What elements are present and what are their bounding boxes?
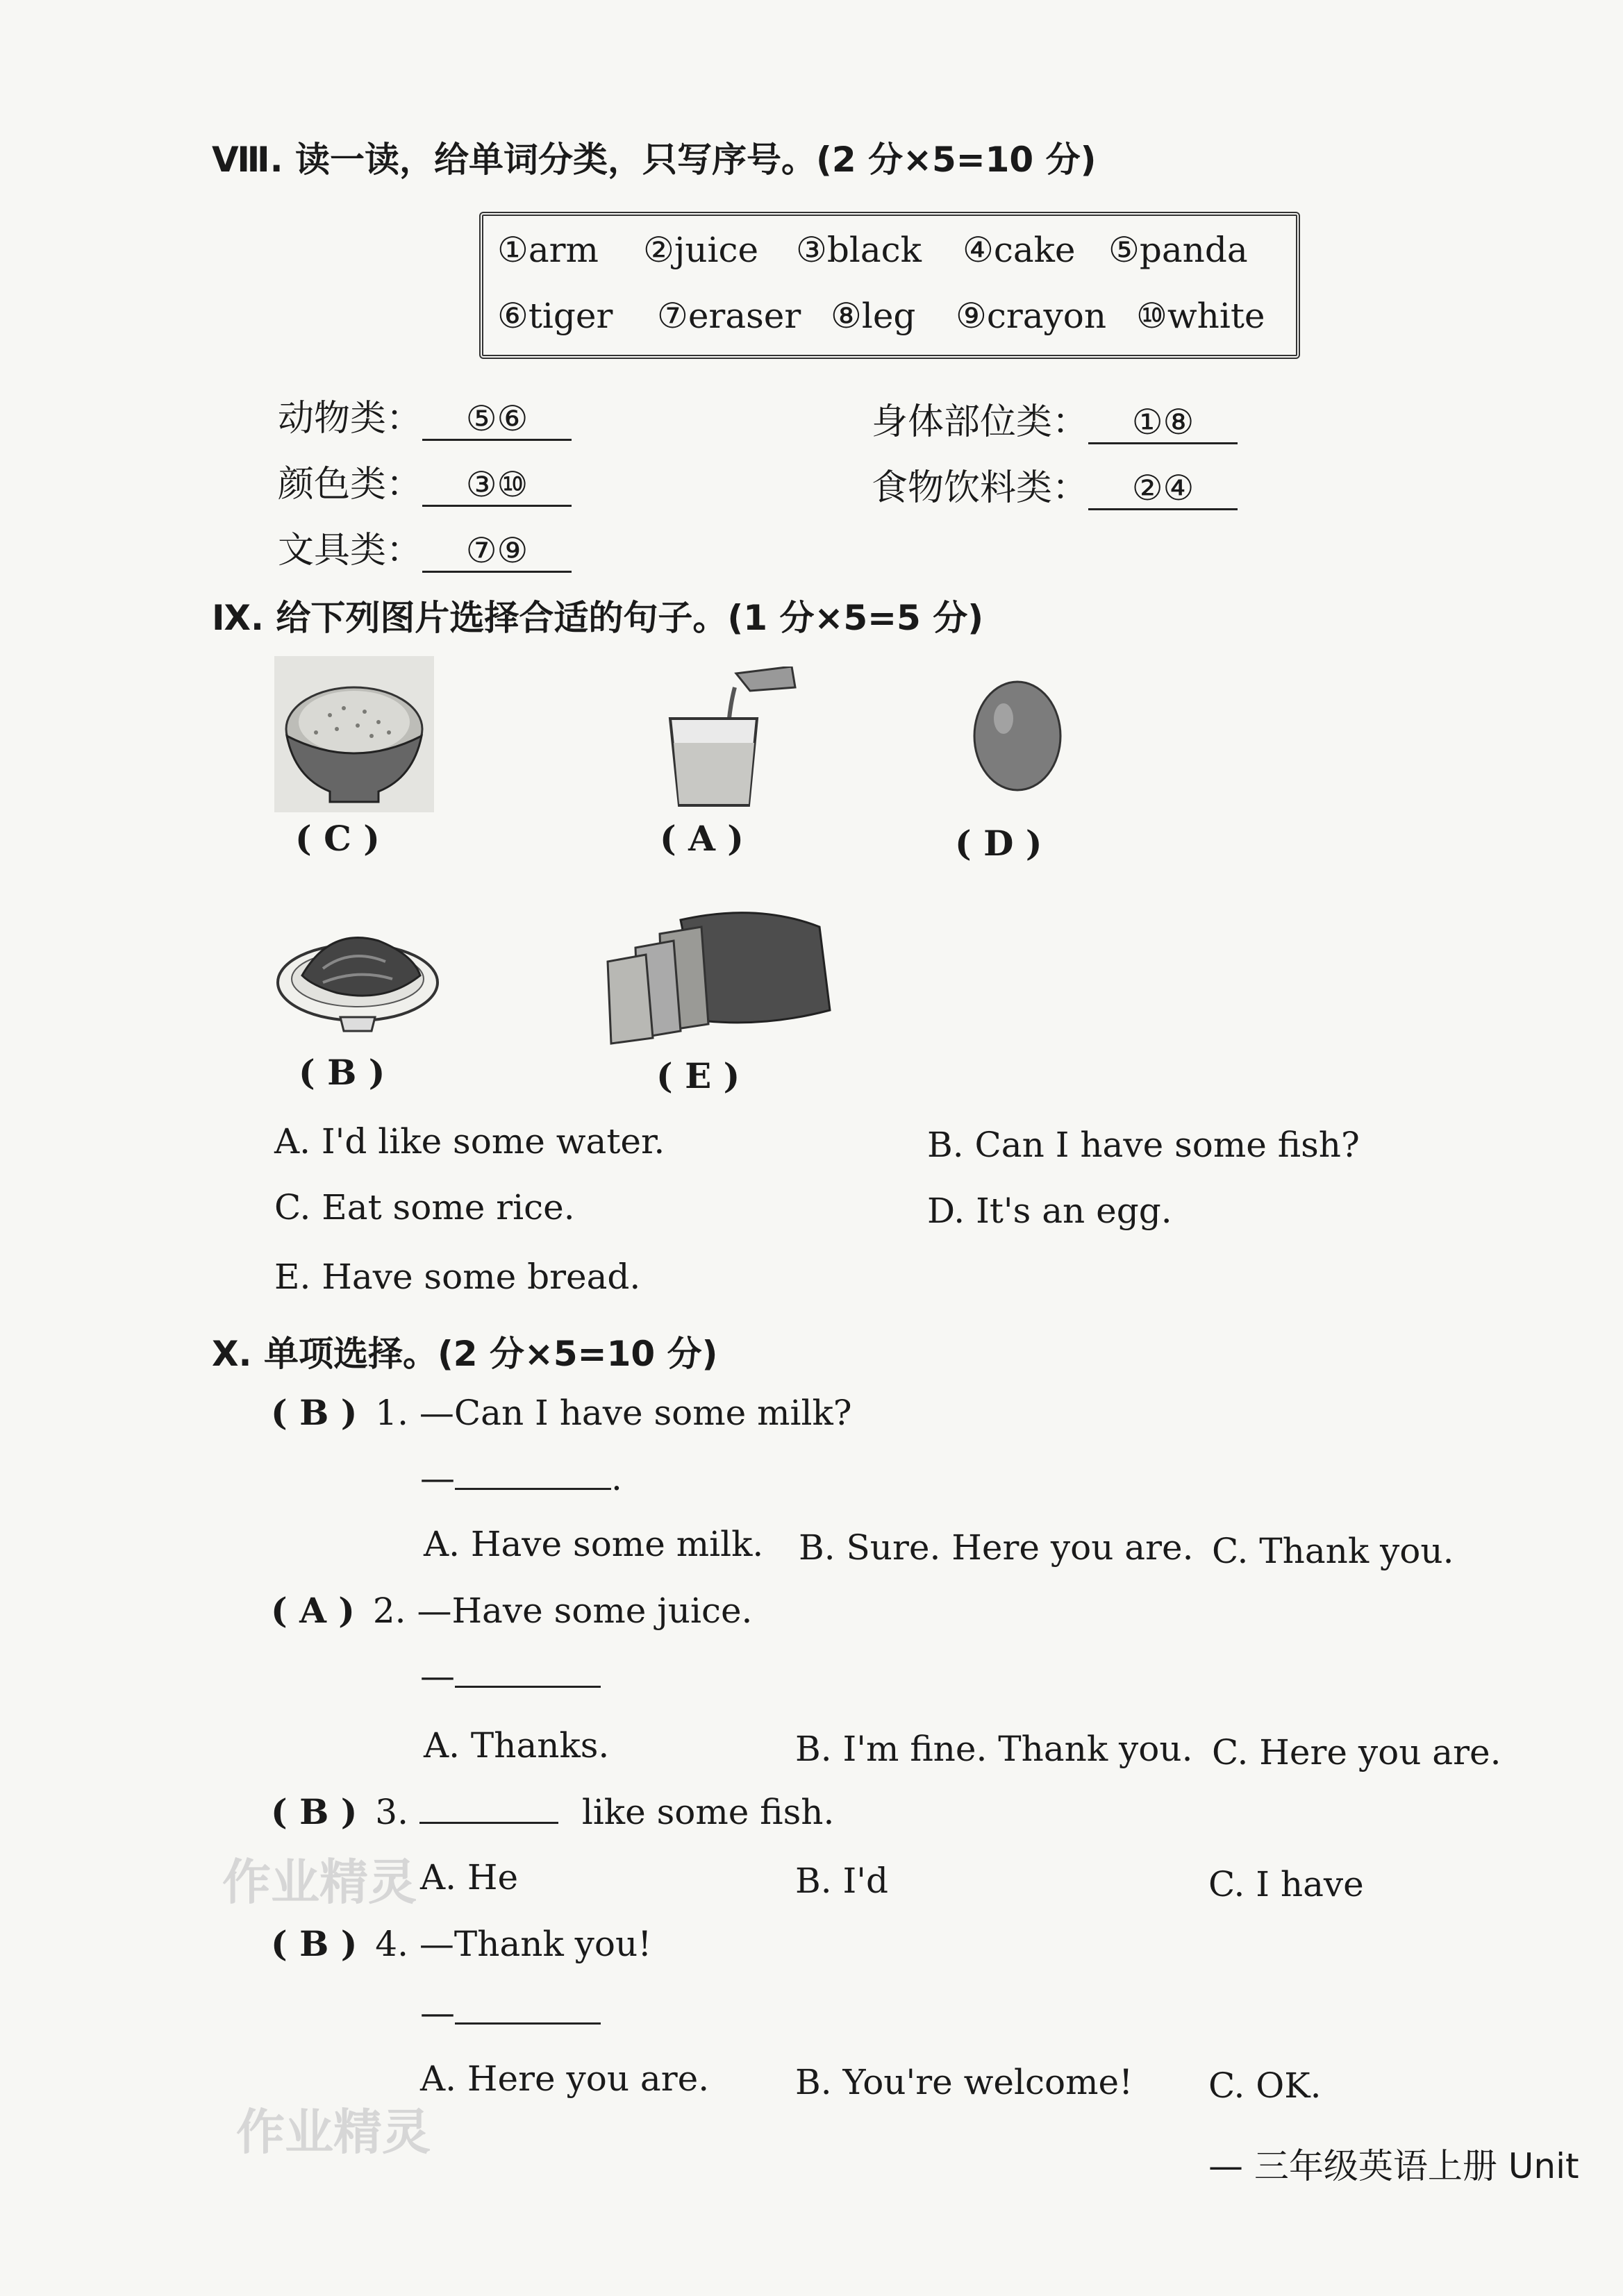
answer-blank [455, 1460, 611, 1490]
question-stem: 2. —Have some juice. [372, 1591, 753, 1631]
option: A. Here you are. [420, 2059, 710, 2099]
question-stem: 1. —Can I have some milk? [375, 1393, 852, 1433]
option: B. I'm fine. Thank you. [795, 1729, 1193, 1769]
question-3 [271, 1791, 834, 1832]
word-item: ③black [796, 230, 922, 270]
section-8-heading: Ⅷ. 读一读，给单词分类，只写序号。(2 分×5=10 分) [212, 140, 1097, 180]
word-item: ⑩white [1136, 296, 1265, 336]
section-10-heading: Ⅹ. 单项选择。(2 分×5=10 分) [212, 1334, 718, 1374]
answer-blank [455, 1658, 601, 1688]
category-answer: ③⑩ [422, 464, 572, 507]
egg-icon [969, 677, 1066, 791]
question-1-reply [420, 1458, 622, 1498]
question-answer: ( B ) [271, 1392, 358, 1433]
category-answer: ⑦⑨ [422, 530, 572, 573]
watermark: 作业精灵 [222, 1854, 417, 1911]
sentence-option: E. Have some bread. [274, 1257, 641, 1297]
picture-answer: ( C ) [295, 818, 380, 859]
page-footer: — 三年级英语上册 Unit [1208, 2146, 1579, 2186]
picture-answer: ( E ) [656, 1055, 740, 1096]
category-answer: ②④ [1088, 468, 1238, 510]
question-answer: ( A ) [271, 1590, 355, 1631]
option: C. OK. [1208, 2065, 1322, 2106]
reply-dash: — [420, 1458, 455, 1498]
reply-end: . [611, 1458, 622, 1498]
sentence-option: B. Can I have some fish? [927, 1125, 1360, 1165]
word-item: ⑦eraser [657, 296, 801, 336]
category-stationery [278, 521, 572, 573]
category-answer: ①⑧ [1088, 402, 1238, 444]
question-4 [271, 1923, 651, 1964]
question-answer: ( B ) [271, 1791, 358, 1832]
question-2-reply [420, 1656, 601, 1696]
question-number: 3. [375, 1792, 409, 1832]
answer-blank [419, 1794, 558, 1824]
bread-icon [597, 906, 837, 1045]
word-item: ②juice [643, 230, 759, 270]
option: C. I have [1208, 1864, 1364, 1904]
question-answer: ( B ) [271, 1923, 358, 1964]
section-9-heading: Ⅸ. 给下列图片选择合适的句子。(1 分×5=5 分) [212, 598, 984, 638]
picture-answer: ( D ) [955, 823, 1042, 864]
category-label: 食物饮料类： [872, 467, 1089, 509]
sentence-option: A. I'd like some water. [274, 1121, 665, 1162]
question-4-reply [420, 1993, 601, 2033]
fish-plate-icon [274, 899, 441, 1038]
option: A. Thanks. [424, 1725, 610, 1766]
category-label: 动物类： [278, 398, 423, 439]
sentence-option: C. Eat some rice. [274, 1187, 575, 1227]
category-answer: ⑤⑥ [422, 399, 572, 441]
option: C. Here you are. [1212, 1732, 1501, 1773]
word-box [479, 212, 1300, 359]
answer-blank [455, 1995, 601, 2025]
category-colors [278, 455, 572, 507]
question-1 [271, 1392, 852, 1433]
water-glass-icon [660, 667, 799, 809]
option: B. Sure. Here you are. [799, 1527, 1194, 1568]
option: A. He [420, 1857, 519, 1897]
reply-dash: — [420, 1656, 455, 1696]
word-item: ⑨crayon [956, 296, 1107, 336]
question-2 [271, 1590, 752, 1631]
word-item: ⑤panda [1108, 230, 1248, 270]
picture-answer: ( A ) [660, 818, 744, 859]
category-food-drinks [872, 458, 1238, 510]
question-stem: 4. —Thank you! [375, 1924, 652, 1964]
reply-dash: — [420, 1993, 455, 2033]
category-body-parts [872, 392, 1238, 444]
word-item: ⑧leg [831, 296, 916, 336]
word-item: ④cake [963, 230, 1076, 270]
rice-bowl-icon [274, 656, 434, 812]
picture-answer: ( B ) [299, 1052, 385, 1093]
watermark: 作业精灵 [236, 2104, 431, 2161]
word-item: ⑥tiger [497, 296, 613, 336]
category-label: 文具类： [278, 530, 423, 571]
option: B. You're welcome! [795, 2062, 1133, 2102]
option: B. I'd [795, 1861, 889, 1901]
category-animals [278, 389, 572, 441]
option: A. Have some milk. [424, 1524, 764, 1564]
word-item: ①arm [497, 230, 599, 270]
sentence-option: D. It's an egg. [927, 1191, 1172, 1231]
category-label: 颜色类： [278, 464, 423, 505]
option: C. Thank you. [1212, 1531, 1454, 1571]
question-stem: like some fish. [581, 1792, 835, 1832]
category-label: 身体部位类： [872, 401, 1089, 443]
